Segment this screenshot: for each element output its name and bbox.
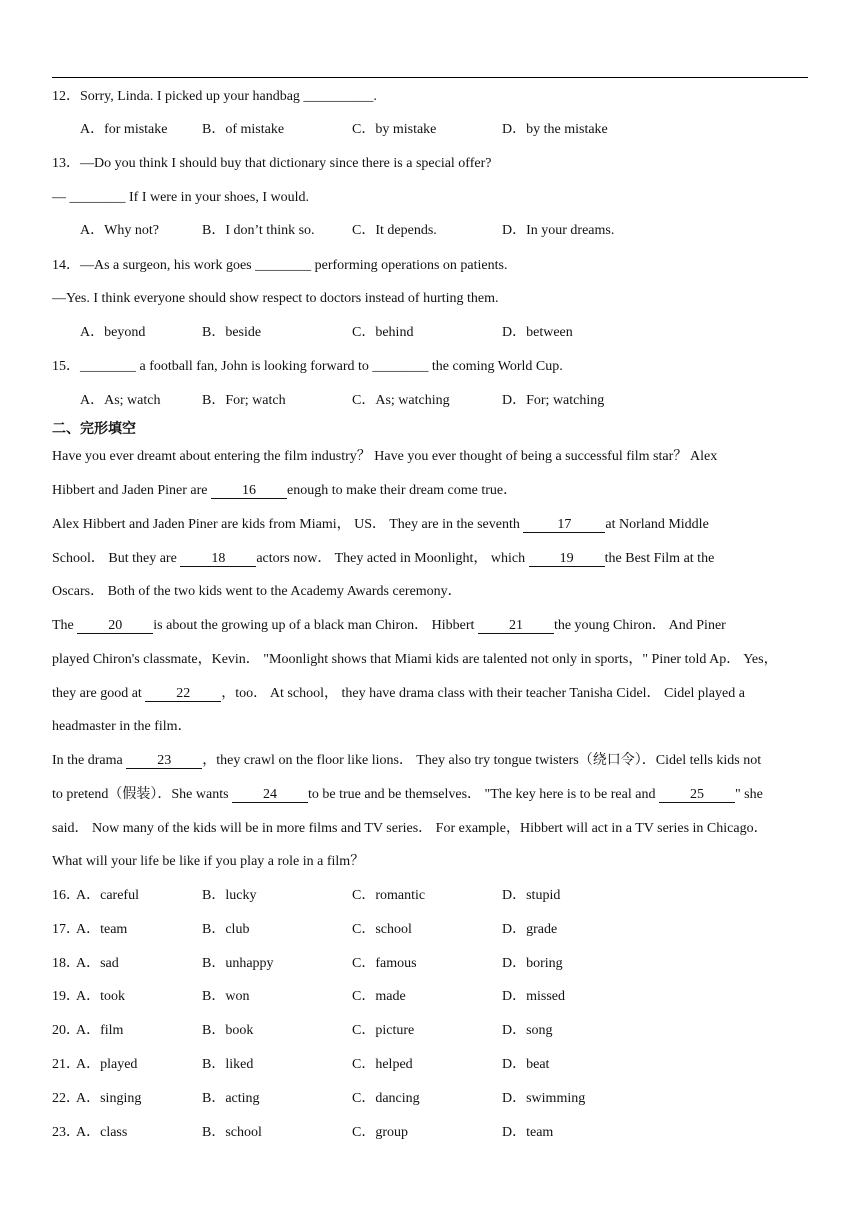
passage-text: at Norland Middle [605,517,709,532]
option-a[interactable]: A．team [76,922,128,937]
option-d[interactable]: D．boring [502,956,563,971]
passage-line [52,786,763,804]
option-a[interactable]: A．beyond [80,325,146,340]
cloze-number: 19． [52,989,80,1004]
cloze-number: 22． [52,1091,80,1106]
option-b[interactable]: B．school [202,1125,262,1140]
option-c[interactable]: C．group [352,1125,408,1140]
blank-19[interactable]: 19 [529,551,605,567]
passage-line: Have you ever dreamt about entering the film industry？ Have you ever thought of being a successful film star？ Alex [52,449,718,464]
option-d[interactable]: D．team [502,1125,554,1140]
blank-24[interactable]: 24 [232,787,308,803]
passage-text: School． But they are [52,551,181,566]
passage-text: " she [734,787,763,802]
option-c[interactable]: C．As; watching [352,393,450,408]
question-number: 15． [52,359,80,374]
question-number: 12． [52,89,80,104]
section-title: 二、完形填空 [52,421,136,437]
cloze-number: 17． [52,922,80,937]
passage-line [52,482,517,500]
passage-text: is about the growing up of a black man Chiron． Hibbert [153,618,478,633]
option-b[interactable]: B．won [202,989,250,1004]
option-a[interactable]: A．sad [76,956,119,971]
blank-22[interactable]: 22 [145,686,221,702]
passage-text: to pretend（假装）．She wants [52,787,233,802]
option-c[interactable]: C．behind [352,325,414,340]
question-text: —As a surgeon, his work goes ________ performing operations on patients. [80,258,508,273]
option-c[interactable]: C．It depends. [352,223,437,238]
passage-text: the Best Film at the [604,551,715,566]
passage-text: they are good at [52,686,146,701]
passage-line: played Chiron's classmate，Kevin． "Moonlight shows that Miami kids are talented not only in sports，" Piner told Ap． Yes， [52,652,778,667]
option-b[interactable]: B．acting [202,1091,260,1106]
option-d[interactable]: D．swimming [502,1091,586,1106]
option-d[interactable]: D．missed [502,989,565,1004]
cloze-number: 23． [52,1125,80,1140]
passage-text: ，too． At school， they have drama class with their teacher Tanisha Cidel． Cidel played a [221,686,745,701]
blank-23[interactable]: 23 [126,753,202,769]
option-c[interactable]: C．by mistake [352,122,437,137]
option-d[interactable]: D．For; watching [502,393,605,408]
blank-21[interactable]: 21 [478,618,554,634]
passage-line [52,752,761,770]
option-b[interactable]: B．I don’t think so. [202,223,315,238]
passage-text: Hibbert and Jaden Piner are [52,483,211,498]
passage-line [52,685,745,703]
question-12-stem [52,88,377,106]
cloze-number: 20． [52,1023,80,1038]
option-c[interactable]: C．romantic [352,888,426,903]
option-a[interactable]: A．played [76,1057,138,1072]
passage-text: to be true and be themselves． "The key here is to be real and [308,787,659,802]
option-b[interactable]: B．liked [202,1057,254,1072]
cloze-number: 18． [52,956,80,971]
option-c[interactable]: C．helped [352,1057,413,1072]
option-d[interactable]: D．beat [502,1057,550,1072]
question-text: —Do you think I should buy that dictionary since there is a special offer? [80,156,492,171]
question-14-reply: —Yes. I think everyone should show respect to doctors instead of hurting them. [52,291,499,306]
question-number: 13． [52,156,80,171]
option-a[interactable]: A．careful [76,888,139,903]
option-a[interactable]: A．took [76,989,125,1004]
option-b[interactable]: B．club [202,922,250,937]
header-rule [52,77,808,78]
option-b[interactable]: B．of mistake [202,122,285,137]
passage-text: the young Chiron． And Piner [553,618,726,633]
passage-line [52,550,714,568]
blank-17[interactable]: 17 [523,517,605,533]
option-a[interactable]: A．Why not? [80,223,159,238]
option-d[interactable]: D．stupid [502,888,561,903]
passage-text: Alex Hibbert and Jaden Piner are kids from Miami， US． They are in the seventh [52,517,524,532]
passage-line: Oscars． Both of the two kids went to the Academy Awards ceremony． [52,584,462,599]
question-13-stem [52,155,491,173]
option-d[interactable]: D．between [502,325,573,340]
option-b[interactable]: B．lucky [202,888,257,903]
option-c[interactable]: C．school [352,922,412,937]
option-a[interactable]: A．As; watch [80,393,161,408]
passage-line: What will your life be like if you play a role in a film？ [52,854,365,869]
option-b[interactable]: B．book [202,1023,254,1038]
option-d[interactable]: D．grade [502,922,558,937]
question-14-stem [52,257,507,275]
question-13-reply: — ________ If I were in your shoes, I would. [52,190,310,205]
passage-line [52,617,726,635]
blank-18[interactable]: 18 [180,551,256,567]
option-a[interactable]: A．film [76,1023,124,1038]
option-a[interactable]: A．class [76,1125,128,1140]
option-c[interactable]: C．made [352,989,406,1004]
passage-text: actors now． They acted in Moonlight， which [256,551,529,566]
question-text: Sorry, Linda. I picked up your handbag __________. [80,89,377,104]
option-a[interactable]: A．singing [76,1091,142,1106]
option-b[interactable]: B．beside [202,325,262,340]
option-d[interactable]: D．In your dreams. [502,223,615,238]
passage-text: enough to make their dream come true． [287,483,518,498]
passage-line: headmaster in the film． [52,719,192,734]
option-d[interactable]: D．song [502,1023,553,1038]
option-b[interactable]: B．unhappy [202,956,274,971]
option-b[interactable]: B．For; watch [202,393,286,408]
passage-line [52,516,709,534]
option-d[interactable]: D．by the mistake [502,122,608,137]
cloze-number: 16． [52,888,80,903]
passage-text: The [52,618,78,633]
passage-text: In the drama [52,753,127,768]
option-c[interactable]: C．famous [352,956,417,971]
blank-25[interactable]: 25 [659,787,735,803]
option-a[interactable]: A．for mistake [80,122,168,137]
question-text: ________ a football fan, John is looking forward to ________ the coming World Cup. [80,359,563,374]
passage-text: ，they crawl on the floor like lions． They also try tongue twisters（绕口令）．Cidel tells kids not [202,753,762,768]
question-15-stem [52,358,563,376]
question-number: 14． [52,258,80,273]
option-c[interactable]: C．picture [352,1023,415,1038]
blank-16[interactable]: 16 [211,483,287,499]
cloze-number: 21． [52,1057,80,1072]
blank-20[interactable]: 20 [77,618,153,634]
option-c[interactable]: C．dancing [352,1091,420,1106]
passage-line: said． Now many of the kids will be in more films and TV series． For example，Hibbert will act in a TV series in Chicago． [52,821,768,836]
